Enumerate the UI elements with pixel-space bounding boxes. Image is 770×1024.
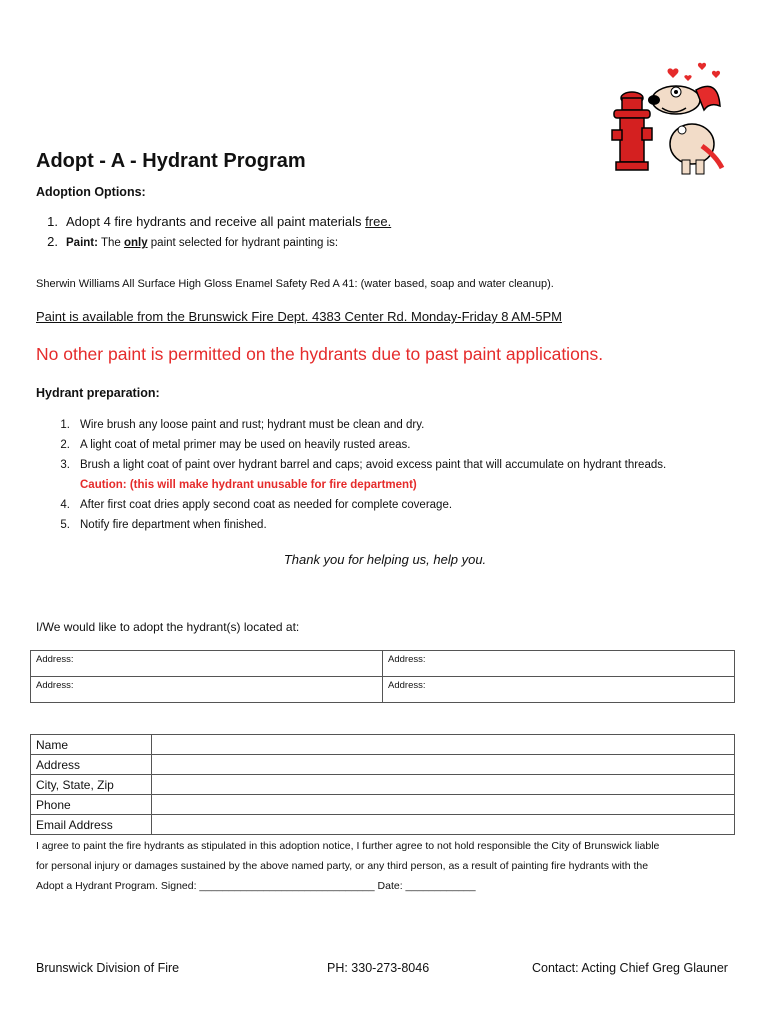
option-text: Adopt 4 fire hydrants and receive all paint materials (66, 214, 366, 229)
paint-warning: No other paint is permitted on the hydrants due to past paint applications. (36, 344, 604, 364)
table-row (31, 677, 735, 703)
email-label: Email Address (31, 815, 152, 835)
option-item (36, 234, 391, 249)
agreement-line: I agree to paint the fire hydrants as stipulated in this adoption notice, I further agree to not hold responsible the City of Brunswick liable (36, 840, 660, 852)
address-field[interactable]: Address: (383, 651, 735, 677)
thank-you-note: Thank you for helping us, help you. (283, 552, 487, 567)
applicant-info-table (30, 734, 735, 835)
prep-step: 1. Wire brush any loose paint and rust; hydrant must be clean and dry. (60, 419, 425, 431)
option-text: The (97, 237, 124, 249)
footer-organization: Brunswick Division of Fire (36, 961, 180, 975)
dog-hydrant-illustration (610, 60, 728, 178)
table-row (31, 735, 735, 755)
hydrant-dog-icon (610, 60, 728, 178)
name-field[interactable] (152, 735, 735, 755)
footer-phone: PH: 330-273-8046 (327, 961, 430, 975)
paint-availability: Paint is available from the Brunswick Fire Dept. 4383 Center Rd. Monday-Friday 8 AM-5PM (36, 309, 562, 324)
prep-step: 3. Brush a light coat of paint over hydrant barrel and caps; avoid excess paint that will accumulate on hydrant threads. (60, 459, 667, 471)
option-item (36, 214, 391, 229)
address-field[interactable]: Address: (31, 651, 383, 677)
adoption-options-list (36, 214, 391, 254)
table-row (31, 795, 735, 815)
option-label: Paint: (66, 237, 98, 249)
prep-step: 4. After first coat dries apply second coat as needed for complete coverage. (60, 499, 453, 511)
footer-contact: Contact: Acting Chief Greg Glauner (532, 961, 728, 975)
option-emphasis: only (123, 237, 148, 249)
paint-specification: Sherwin Williams All Surface High Gloss Enamel Safety Red A 41: (water based, soap and water cleanup). (36, 278, 554, 290)
name-label: Name (31, 735, 152, 755)
prep-heading: Hydrant preparation: (36, 386, 160, 400)
table-row (31, 651, 735, 677)
hydrant-address-table (30, 650, 735, 703)
city-state-zip-field[interactable] (152, 775, 735, 795)
adoption-options-heading: Adoption Options: (36, 185, 146, 199)
option-text: paint selected for hydrant painting is: (147, 237, 339, 249)
email-field[interactable] (152, 815, 735, 835)
address-label: Address (31, 755, 152, 775)
table-row (31, 775, 735, 795)
option-number: 1. (47, 214, 58, 229)
caution-note: Caution: (this will make hydrant unusable for fire department) (80, 479, 417, 491)
address-input-field[interactable] (152, 755, 735, 775)
page-title: Adopt - A - Hydrant Program (36, 150, 306, 172)
table-row (31, 755, 735, 775)
city-state-zip-label: City, State, Zip (31, 775, 152, 795)
prep-steps-list (54, 419, 754, 539)
prep-step: 5. Notify fire department when finished. (60, 519, 267, 531)
adopt-statement: I/We would like to adopt the hydrant(s) located at: (36, 620, 300, 634)
agreement-line: for personal injury or damages sustained by the above named party, or any third person, as a result of painting fire hydrants with the (36, 860, 649, 872)
option-number: 2. (47, 234, 58, 249)
phone-label: Phone (31, 795, 152, 815)
table-row (31, 815, 735, 835)
address-field[interactable]: Address: (31, 677, 383, 703)
phone-field[interactable] (152, 795, 735, 815)
option-emphasis: free. (365, 214, 392, 229)
prep-step: 2. A light coat of metal primer may be used on heavily rusted areas. (60, 439, 411, 451)
liability-agreement (36, 836, 736, 896)
address-field[interactable]: Address: (383, 677, 735, 703)
signature-line: Adopt a Hydrant Program. Signed: ______________________________ Date: ____________ (36, 880, 476, 892)
